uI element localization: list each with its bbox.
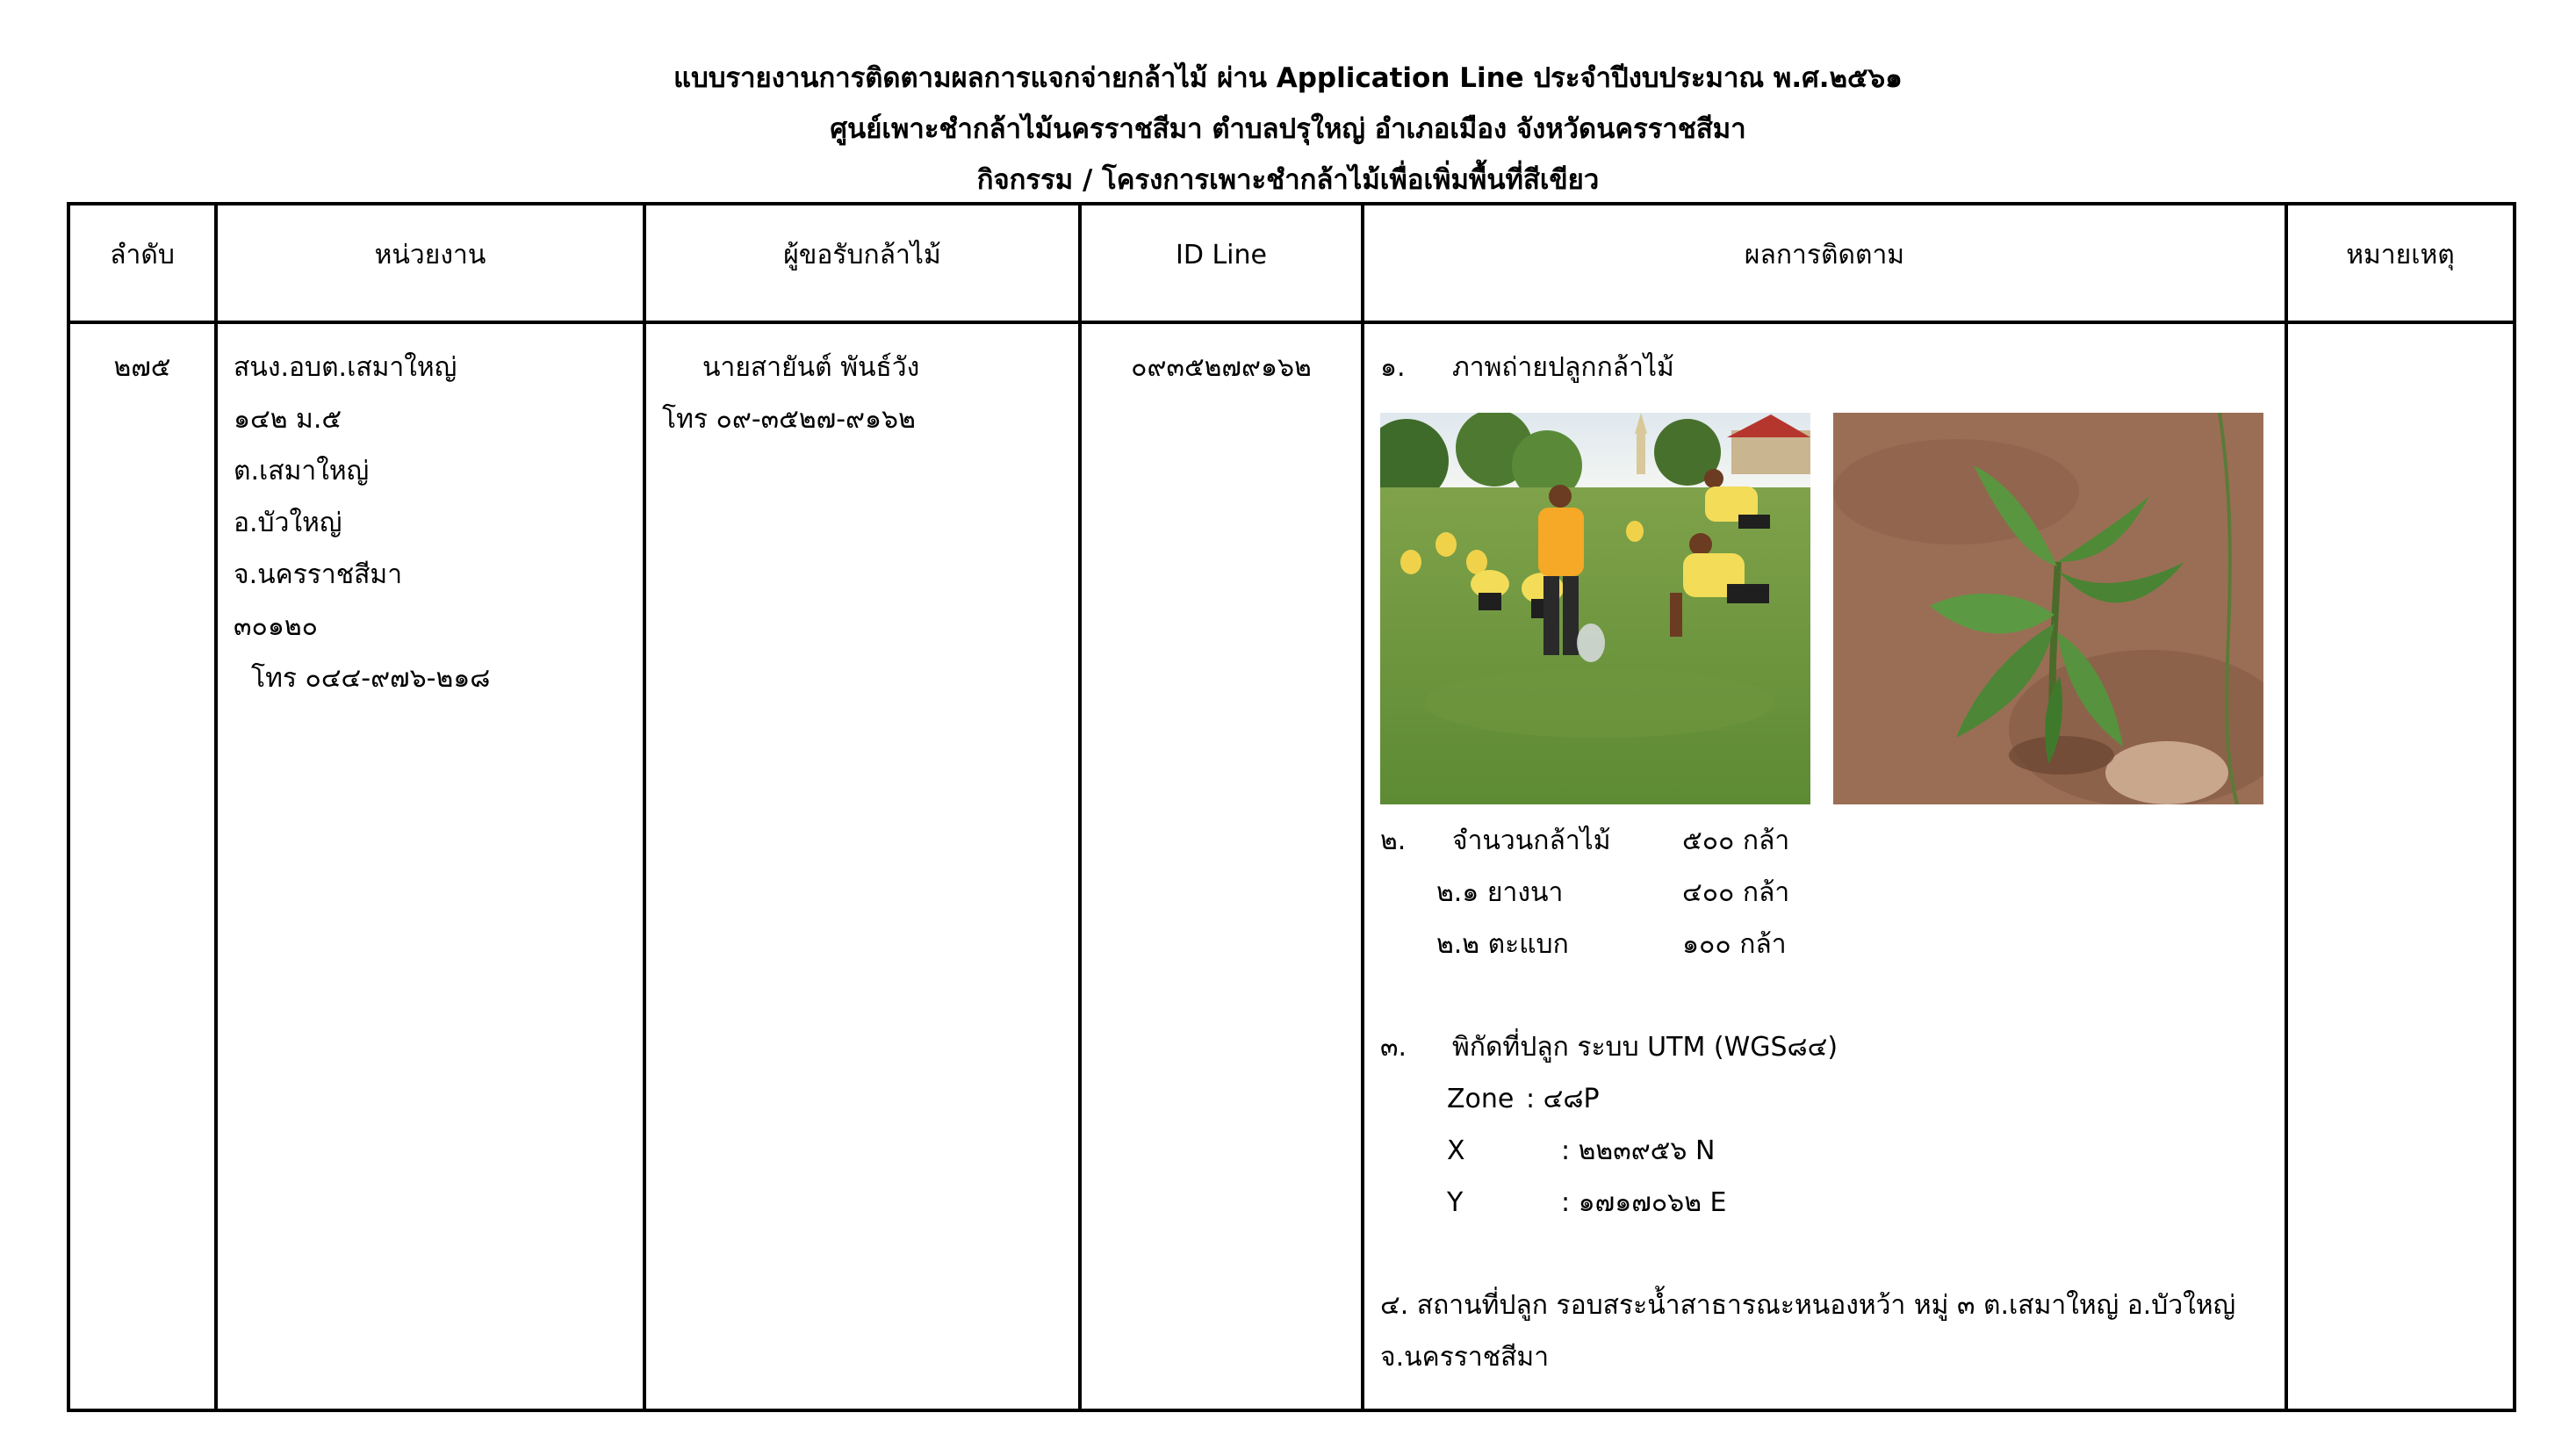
- item2-label: จำนวนกล้าไม้: [1452, 825, 1611, 856]
- col-header-remark: หมายเหตุ: [2286, 204, 2515, 322]
- col-header-result: ผลการติดตาม: [1363, 204, 2286, 322]
- cell-requester: [644, 322, 1080, 1410]
- item2-number: ๒.: [1380, 825, 1407, 856]
- agency-address-house: ๑๔๒ ม.๕: [234, 404, 342, 435]
- y-label: Y: [1447, 1187, 1464, 1218]
- agency-postcode: ๓๐๑๒๐: [234, 611, 318, 642]
- item2-value: ๕๐๐ กล้า: [1682, 825, 1790, 856]
- report-title: แบบรายงานการติดตามผลการแจกจ่ายกล้าไม้ ผ่าน Application Line ประจำปีงบประมาณ พ.ศ.๒๕๖๑: [673, 62, 1903, 94]
- item2-2-label: ๒.๒ ตะแบก: [1436, 929, 1569, 960]
- col-header-seq: ลำดับ: [68, 204, 216, 322]
- report-table: [67, 202, 2516, 1412]
- planting-activity-photo: [1380, 413, 1810, 804]
- utm-y-row: [1380, 1177, 2269, 1229]
- agency-phone: โทร ๐๔๔-๙๗๖-๒๑๘: [251, 663, 491, 694]
- item2-2-value: ๑๐๐ กล้า: [1682, 929, 1787, 960]
- seq-number: ๒๗๕: [113, 352, 171, 383]
- result-item-species-2: [1380, 919, 2269, 970]
- col-header-agency: หน่วยงาน: [216, 204, 644, 322]
- seedling-closeup-photo: [1833, 413, 2263, 804]
- agency-name: สนง.อบต.เสมาใหญ่: [234, 352, 457, 383]
- report-subtitle-project: กิจกรรม / โครงการเพาะชำกล้าไม้เพื่อเพิ่มพื้นที่สีเขียว: [976, 164, 1600, 196]
- col-header-requester: ผู้ขอรับกล้าไม้: [644, 204, 1080, 322]
- cell-remark: [2286, 322, 2515, 1410]
- table-header-row: [68, 204, 2515, 322]
- item3-label: พิกัดที่ปลูก ระบบ UTM (WGS๘๔): [1452, 1032, 1838, 1063]
- y-value: : ๑๗๑๗๐๖๒ E: [1561, 1187, 1727, 1218]
- result-item-location: ๔. สถานที่ปลูก รอบสระน้ำสาธารณะหนองหว้า หมู่ ๓ ต.เสมาใหญ่ อ.บัวใหญ่ จ.นครราชสีมา: [1380, 1290, 2236, 1373]
- item2-1-value: ๔๐๐ กล้า: [1682, 877, 1790, 908]
- agency-address-amphoe: อ.บัวใหญ่: [234, 508, 342, 538]
- result-item-coordinates: [1380, 1021, 2269, 1073]
- report-header: [0, 53, 2576, 205]
- table-row: [68, 322, 2515, 1410]
- id-line-value: ๐๙๓๕๒๗๙๑๖๒: [1131, 352, 1312, 383]
- cell-seq: [68, 322, 216, 1410]
- col-header-id-line: ID Line: [1080, 204, 1363, 322]
- requester-name: นายสายันต์ พันธ์วัง: [702, 352, 920, 383]
- result-item-photo-heading: [1380, 342, 2269, 393]
- item1-label: ภาพถ่ายปลูกกล้าไม้: [1452, 352, 1674, 383]
- item3-number: ๓.: [1380, 1032, 1407, 1063]
- cell-result: [1363, 322, 2286, 1410]
- cell-id-line: [1080, 322, 1363, 1410]
- utm-x-row: [1380, 1125, 2269, 1177]
- cell-agency: [216, 322, 644, 1410]
- agency-address-tambon: ต.เสมาใหญ่: [234, 456, 370, 487]
- photo-gallery: [1380, 413, 2269, 804]
- zone-label: Zone: [1447, 1084, 1515, 1114]
- requester-phone: โทร ๐๙-๓๕๒๗-๙๑๖๒: [662, 404, 916, 435]
- x-label: X: [1447, 1135, 1465, 1166]
- agency-address-province: จ.นครราชสีมา: [234, 559, 403, 590]
- utm-zone-row: [1380, 1073, 2269, 1125]
- item1-number: ๑.: [1380, 352, 1406, 383]
- report-subtitle-office: ศูนย์เพาะชำกล้าไม้นครราชสีมา ตำบลปรุใหญ่ อำเภอเมือง จังหวัดนครราชสีมา: [830, 113, 1746, 145]
- item2-1-label: ๒.๑ ยางนา: [1436, 877, 1564, 908]
- zone-value: : ๔๘P: [1526, 1084, 1600, 1114]
- x-value: : ๒๒๓๙๕๖ N: [1561, 1135, 1716, 1166]
- result-item-seedling-count: [1380, 815, 2269, 867]
- result-item-species-1: [1380, 867, 2269, 919]
